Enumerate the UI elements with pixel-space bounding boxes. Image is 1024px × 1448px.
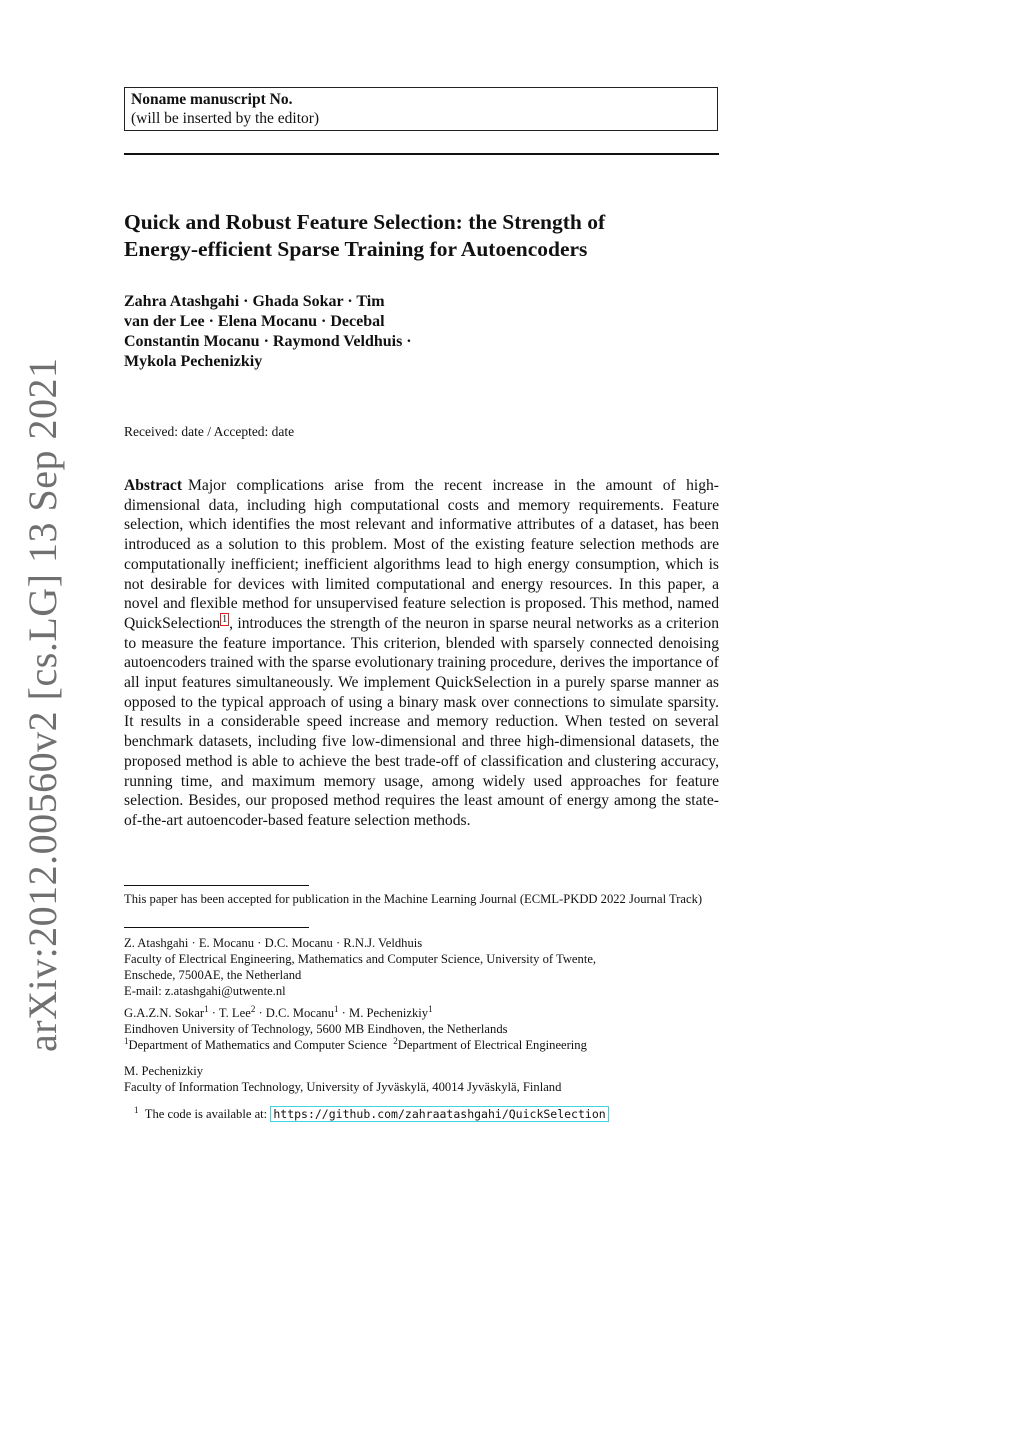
code-footnote-text: The code is available at:: [144, 1107, 268, 1121]
author-mocanu: · D.C. Mocanu: [255, 1006, 335, 1020]
footnote-rule-2: [124, 927, 309, 928]
affiliation-eindhoven-university: Eindhoven University of Technology, 5600 MB Eindhoven, the Netherlands: [124, 1022, 508, 1036]
affiliation-twente-address: Enschede, 7500AE, the Netherland: [124, 968, 302, 982]
footnote-rule: [124, 885, 309, 886]
affiliation-twente-email: E-mail: z.atashgahi@utwente.nl: [124, 984, 286, 998]
paper-title-line-2: Energy-efficient Sparse Training for Autoencoders: [124, 237, 588, 261]
paper-title-line-1: Quick and Robust Feature Selection: the Strength of: [124, 210, 606, 234]
author-line-2: van der Lee · Elena Mocanu · Decebal: [124, 313, 385, 330]
affil-sup: 1: [428, 1003, 433, 1014]
manuscript-number-box: [124, 87, 718, 131]
abstract-text-part-2: , introduces the strength of the neuron in sparse neural networks as a criterion to measure the feature importance. This criterion, blended with sparsely connected denoising autoencoders trained with the sparse evolutionary training procedure, derives the importance of all input features simultaneously. We implement QuickSelection in a purely sparse manner as opposed to the typical approach of using a binary mask over connections to simulate sparsity. It results in a considerable speed increase and memory reduction. When tested on several benchmark datasets, including five low-dimensional and three high-dimensional datasets, the proposed method is able to achieve the best trade-off of classification and clustering accuracy, running time, and maximum memory usage, among widely used approaches for feature selection. Besides, our proposed method requires the least amount of energy among the state-of-the-art autoencoder-based feature selection methods.: [124, 614, 719, 829]
author-lee: · T. Lee: [208, 1006, 251, 1020]
affiliation-eindhoven: [124, 1005, 724, 1053]
received-accepted-dates: Received: date / Accepted: date: [124, 424, 295, 439]
author-line-4: Mykola Pechenizkiy: [124, 353, 263, 370]
abstract-text-part-1: Major complications arise from the recent increase in the amount of high-dimensional data, including high computational costs and memory requirements. Feature selection, which identifies the most relevant and informative attributes of a dataset, has been introduced as a solution to this problem. Most of the existing feature selection methods are computationally inefficient; inefficient algorithms lead to high energy consumption, which is not desirable for devices with limited computational and energy resources. In this paper, a novel and flexible method for unsupervised feature selection is proposed. This method, named QuickSelection: [124, 477, 719, 632]
code-footnote: [134, 1106, 734, 1122]
publication-note: This paper has been accepted for publication in the Machine Learning Journal (ECML-PKDD 2022 Journal Track): [124, 892, 703, 906]
affiliation-twente: [124, 935, 724, 999]
affiliation-jyvaskyla: [124, 1063, 724, 1095]
affiliation-jyvaskyla-name: M. Pechenizkiy: [124, 1064, 204, 1078]
affiliation-twente-names: Z. Atashgahi · E. Mocanu · D.C. Mocanu · R.N.J. Veldhuis: [124, 936, 423, 950]
dept-ee: Department of Electrical Engineering: [397, 1038, 587, 1052]
dept-sup: 1: [124, 1035, 129, 1046]
abstract-heading: Abstract: [124, 477, 183, 494]
abstract: [124, 476, 719, 831]
affiliation-twente-faculty: Faculty of Electrical Engineering, Mathematics and Computer Science, University of Twente,: [124, 952, 597, 966]
affiliation-jyvaskyla-faculty: Faculty of Information Technology, University of Jyväskylä, 40014 Jyväskylä, Finland: [124, 1080, 562, 1094]
code-footnote-marker: 1: [134, 1104, 139, 1115]
author-list: [124, 292, 484, 372]
dept-sup: 2: [393, 1035, 398, 1046]
affil-sup: 2: [250, 1003, 256, 1014]
dept-math-cs: Department of Mathematics and Computer Science: [128, 1038, 387, 1052]
author-line-1: Zahra Atashgahi · Ghada Sokar · Tim: [124, 293, 385, 310]
author-pechenizkiy: · M. Pechenizkiy: [338, 1006, 429, 1020]
affiliation-eindhoven-names: [124, 1005, 724, 1021]
header-rule: [124, 153, 719, 155]
author-sokar: G.A.Z.N. Sokar: [124, 1006, 205, 1020]
footnote-link-marker[interactable]: 1: [222, 613, 228, 625]
manuscript-editor-note: (will be inserted by the editor): [131, 110, 320, 127]
code-url-link[interactable]: https://github.com/zahraatashgahi/QuickSelection: [270, 1106, 608, 1122]
affil-sup: 1: [204, 1003, 209, 1014]
affiliation-eindhoven-departments: [124, 1037, 724, 1053]
manuscript-number-label: Noname manuscript No.: [131, 91, 293, 108]
paper-title: [124, 209, 724, 263]
arxiv-side-stamp: arXiv:2012.00560v2 [cs.LG] 13 Sep 2021: [20, 357, 65, 1052]
affil-sup: 1: [334, 1003, 339, 1014]
author-line-3: Constantin Mocanu · Raymond Veldhuis ·: [124, 333, 412, 350]
